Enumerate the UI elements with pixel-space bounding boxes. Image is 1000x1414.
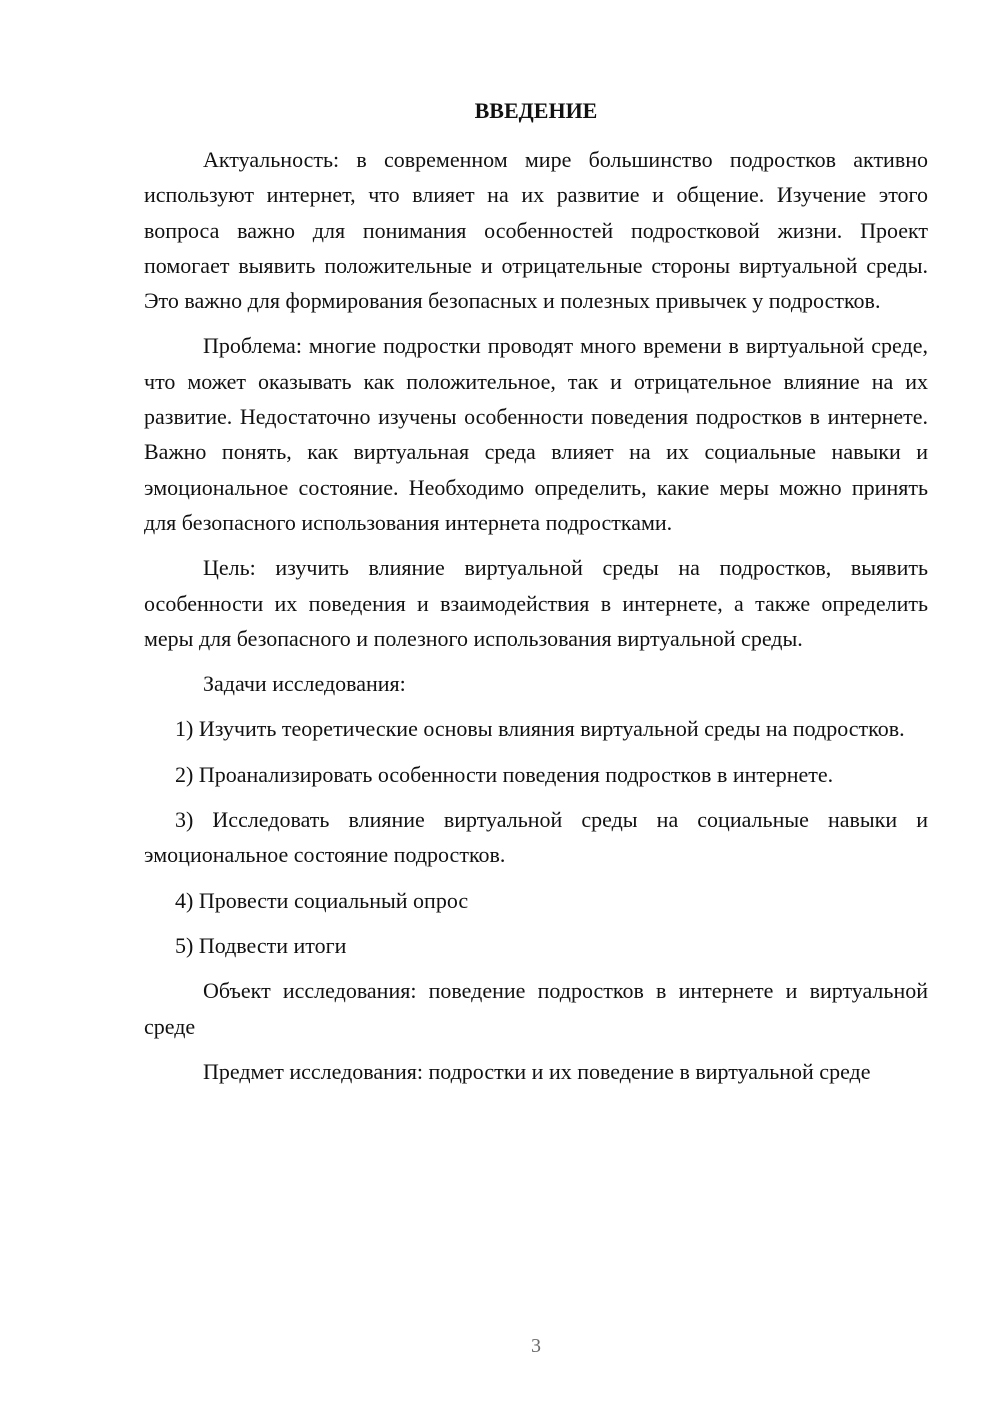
task-item: 1) Изучить теоретические основы влияния виртуальной среды на подростков. [175,716,905,742]
task-item: 4) Провести социальный опрос [175,887,469,913]
task-item: 2) Проанализировать особенности поведения подростков в интернете. [175,761,834,787]
task-item: 3) Исследовать влияние виртуальной среды на социальные навыки и эмоциональное состояние подростков. [144,807,928,868]
task-item: 5) Подвести итоги [175,932,347,958]
page-number: 3 [531,1335,541,1357]
subject-paragraph: Предмет исследования: подростки и их поведение в виртуальной среде [203,1058,871,1084]
page-title: ВВЕДЕНИЕ [474,98,598,123]
tasks-heading: Задачи исследования: [203,671,406,697]
document-body [144,142,928,1099]
problem-paragraph: Проблема: многие подростки проводят много времени в виртуальной среде, что может оказывать как положительное, так и отрицательное влияние на их развитие. Недостаточно изучены особенности поведения подростков в интернете. Важно понять, как виртуальная среда влияет на их социальные навыки и эмоциональное состояние. Необходимо определить, какие меры можно принять для безопасного использования интернета подростками. [144,333,928,535]
goal-paragraph: Цель: изучить влияние виртуальной среды на подростков, выявить особенности их поведения и взаимодействия в интернете, а также определить меры для безопасного и полезного использования виртуальной среды. [144,555,928,651]
relevance-paragraph: Актуальность: в современном мире большинство подростков активно используют интернет, что влияет на их развитие и общение. Изучение этого вопроса важно для понимания особенностей подростковой жизни. Проект помогает выявить положительные и отрицательные стороны виртуальной среды. Это важно для формирования безопасных и полезных привычек у подростков. [144,147,928,314]
object-paragraph: Объект исследования: поведение подростков в интернете и виртуальной среде [144,978,928,1039]
